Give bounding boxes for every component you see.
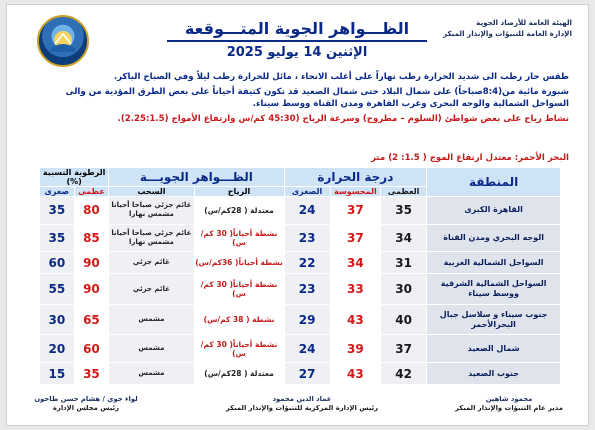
min-temp-label: الصغرى [284,187,330,197]
humidity-max-label: عظمى [74,187,109,197]
wind-cell: نشطة ( 38 كم/س) [194,304,284,335]
max-temp-cell: 37 [381,335,427,363]
humidity-max-cell: 90 [74,252,109,274]
humidity-max-cell: 85 [74,224,109,252]
region-cell: جنوب الصعيد [427,363,561,385]
wind-label: الرياح [194,187,284,197]
table-row [40,252,561,274]
feels-like-cell: 33 [330,274,380,305]
region-cell: السواحل الشمالية الشرقية ووسط سيناء [427,274,561,305]
max-temp-cell: 34 [381,224,427,252]
humidity-min-cell: 35 [40,197,75,225]
bulletin-date: الإثنين 14 يوليو 2025 [226,45,368,60]
humidity-min-cell: 20 [40,335,75,363]
max-temp-cell: 35 [381,197,427,225]
humidity-min-cell: 30 [40,304,75,335]
temp-header: درجة الحرارة [284,168,427,187]
wind-cell: نشطة أحياناً( 30 كم/س) [194,335,284,363]
humidity-min-cell: 15 [40,363,75,385]
wind-cell: معتدلة ( 28كم/س) [194,363,284,385]
min-temp-cell: 27 [284,363,330,385]
humidity-max-cell: 65 [74,304,109,335]
max-temp-cell: 42 [381,363,427,385]
cloud-cell: غائم جزئي صباحا أحيانا مشمس نهارا [109,197,194,225]
table-row [40,224,561,252]
feels-like-cell: 39 [330,335,380,363]
max-temp-cell: 40 [381,304,427,335]
cloud-cell: غائم جزئي [109,252,194,274]
humidity-min-label: صغرى [40,187,75,197]
feels-like-cell: 37 [330,197,380,225]
max-temp-cell: 30 [381,274,427,305]
bulletin-sheet [6,4,589,426]
feels-like-cell: 43 [330,363,380,385]
org-line-1: الهيئة العامة للأرصاد الجوية [476,18,572,27]
bulletin-title: الظـــواهر الجوية المتـــوقعة [167,19,427,42]
feels-like-cell: 43 [330,304,380,335]
cloud-label: السحب [109,187,194,197]
min-temp-cell: 23 [284,274,330,305]
region-cell: شمال الصعيد [427,335,561,363]
min-temp-cell: 29 [284,304,330,335]
cloud-cell: غائم جزئي [109,274,194,305]
red-sea-waves [31,153,569,163]
cloud-cell: غائم جزئي صباحا أحيانا مشمس نهارا [109,224,194,252]
humidity-max-cell: 60 [74,335,109,363]
forecast-line-3: نشاط رياح على بعض شواطئ (السلوم – مطروح) وسرعة الرياح (45:30 كم/س وارتفاع الأمواج (2.25:1.5). [117,114,569,124]
signature-central-director [222,395,382,413]
cloud-cell: مشمس [109,363,194,385]
min-temp-cell: 23 [284,224,330,252]
signature-title: مدير عام التنبؤات والإنذار المبكر [455,404,563,412]
table-row [40,197,561,225]
wind-cell: نشطة أحياناً( 36كم/س) [194,252,284,274]
region-header: المنطقة [427,168,561,197]
region-cell: الوجه البحري ومدن القناة [427,224,561,252]
humidity-max-cell: 35 [74,363,109,385]
wind-cell: معتدلة ( 28كم/س) [194,197,284,225]
region-cell: القاهرة الكبرى [427,197,561,225]
signature-title: رئيس الإدارة المركزية للتنبؤات والإنذار المبكر [225,404,379,412]
authority-logo-icon [37,15,89,67]
humidity-min-cell: 55 [40,274,75,305]
signature-name: لواء جوي / هشام حسن طاحون [34,395,138,403]
wind-cell: نشطة أحياناً( 30 كم/س) [194,274,284,305]
feels-like-cell: 37 [330,224,380,252]
humidity-min-cell: 60 [40,252,75,274]
humidity-max-cell: 80 [74,197,109,225]
forecast-text [31,71,569,128]
signature-chairman [21,395,151,413]
table-row [40,304,561,335]
phenomena-header: الظـــواهر الجويـــة [109,168,284,187]
cloud-cell: مشمس [109,335,194,363]
waves-text: البحر الأحمر: معتدل ارتفاع الموج ( 1.5: 2) متر [371,153,569,163]
forecast-table [39,167,561,385]
signature-title: رئيس مجلس الإدارة [52,404,120,412]
wind-cell: نشطة أحياناً( 30 كم/س) [194,224,284,252]
table-row [40,335,561,363]
signature-name: محمود شاهين [485,395,533,403]
humidity-min-cell: 35 [40,224,75,252]
min-temp-cell: 22 [284,252,330,274]
signature-forecast-director [444,395,574,413]
signature-name: عماد الدين محمود [272,395,332,403]
org-line-2: الإدارة العامة للتنبؤات والإنذار المبكر [442,29,572,38]
forecast-line-2: شبورة مائية من(8:4صباحاً) على شمال البلاد حتى شمال الصعيد قد تكون كثيفة أحياناً على بعض الطرق المؤدية من والى السواحل الشمالية والوجه البحرى وغرب القاهرة ومدن القناة ووسط سيناء. [65,87,569,109]
region-cell: السواحل الشمالية الغربية [427,252,561,274]
max-temp-label: العظمى [381,187,427,197]
min-temp-cell: 24 [284,335,330,363]
humidity-max-cell: 90 [74,274,109,305]
feels-like-label: المحسوسة [330,187,380,197]
max-temp-cell: 31 [381,252,427,274]
region-cell: جنوب سيناء و سلاسل جبال البحرالأحمر [427,304,561,335]
min-temp-cell: 24 [284,197,330,225]
table-row [40,363,561,385]
table-row [40,274,561,305]
feels-like-cell: 34 [330,252,380,274]
humidity-header: الرطوبة النسبية (%) [40,168,109,187]
cloud-cell: مشمس [109,304,194,335]
forecast-line-1: طقس حار رطب الى شديد الحرارة رطب نهاراً على أغلب الانحاء ، مائل للحرارة رطب ليلاً وفي الصباح الباكر. [113,72,569,82]
